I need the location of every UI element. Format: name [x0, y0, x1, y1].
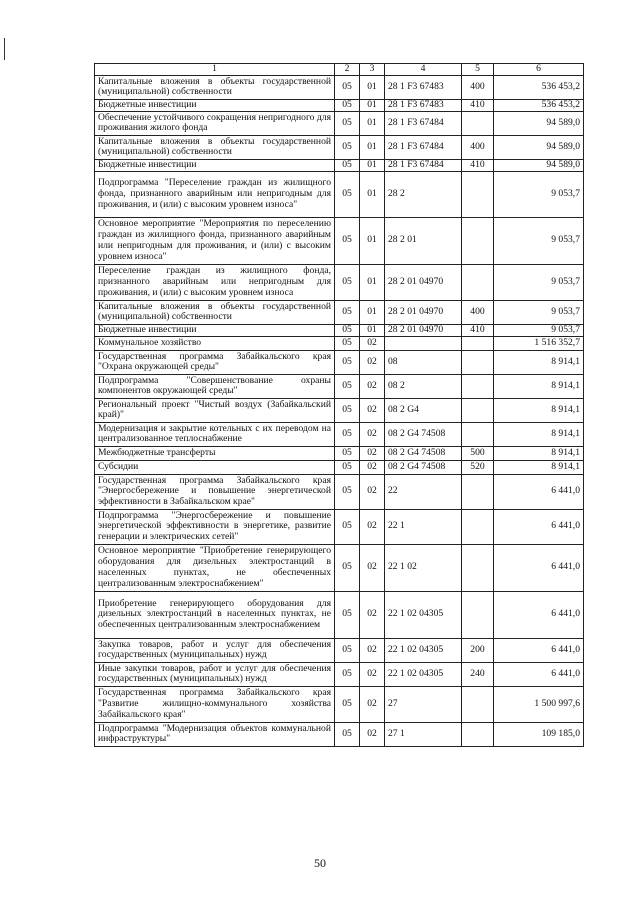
row-name-cell: Региональный проект "Чистый воздух (Забайкальский край)" [95, 398, 335, 422]
row-name-cell: Приобретение генерирующего оборудования для дизельных электростанций в населенных пунктах, не обеспеченных централизованным электроснабжением [95, 591, 335, 638]
table-row [95, 111, 584, 135]
row-subsection-cell: 01 [360, 111, 385, 135]
row-amount-cell: 8 914,1 [494, 398, 584, 422]
row-expense-type-cell [462, 422, 494, 446]
table-row [95, 324, 584, 336]
row-target-article-cell: 28 1 F3 67484 [385, 111, 462, 135]
row-subsection-cell: 01 [360, 324, 385, 336]
row-expense-type-cell [462, 544, 494, 591]
row-target-article-cell: 27 1 [385, 722, 462, 746]
row-target-article-cell: 08 2 [385, 374, 462, 398]
table-row [95, 217, 584, 264]
row-section-cell: 05 [335, 336, 360, 350]
row-amount-cell: 6 441,0 [494, 474, 584, 509]
row-subsection-cell: 01 [360, 159, 385, 171]
row-target-article-cell: 22 1 [385, 509, 462, 544]
table-row [95, 474, 584, 509]
row-target-article-cell: 28 2 01 04970 [385, 264, 462, 300]
row-expense-type-cell [462, 686, 494, 722]
budget-table [94, 63, 584, 747]
row-amount-cell: 6 441,0 [494, 544, 584, 591]
row-expense-type-cell [462, 111, 494, 135]
row-subsection-cell: 02 [360, 446, 385, 460]
row-section-cell: 05 [335, 398, 360, 422]
row-section-cell: 05 [335, 474, 360, 509]
row-name-cell: Бюджетные инвестиции [95, 324, 335, 336]
header-cell: 1 [95, 64, 335, 76]
row-amount-cell: 8 914,1 [494, 446, 584, 460]
row-expense-type-cell [462, 264, 494, 300]
row-name-cell: Подпрограмма "Переселение граждан из жилищного фонда, признанного аварийным или непригодным для проживания, и (или) с высоким уровнем износа" [95, 171, 335, 217]
table-row [95, 75, 584, 99]
header-cell: 5 [462, 64, 494, 76]
table-row [95, 171, 584, 217]
row-section-cell: 05 [335, 446, 360, 460]
row-amount-cell: 8 914,1 [494, 460, 584, 474]
row-target-article-cell: 22 [385, 474, 462, 509]
header-cell: 2 [335, 64, 360, 76]
row-amount-cell: 94 589,0 [494, 159, 584, 171]
table-row [95, 374, 584, 398]
row-target-article-cell: 22 1 02 04305 [385, 591, 462, 638]
row-name-cell: Основное мероприятие "Приобретение генерирующего оборудования для дизельных электростанций в населенных пунктах, не обеспеченных централизованным электроснабжением" [95, 544, 335, 591]
table-row [95, 662, 584, 686]
header-cell: 3 [360, 64, 385, 76]
row-expense-type-cell: 400 [462, 300, 494, 324]
row-amount-cell: 8 914,1 [494, 422, 584, 446]
table-row [95, 460, 584, 474]
row-amount-cell: 1 500 997,6 [494, 686, 584, 722]
row-name-cell: Подпрограмма "Совершенствование охраны компонентов окружающей среды" [95, 374, 335, 398]
table-row [95, 686, 584, 722]
row-section-cell: 05 [335, 460, 360, 474]
row-amount-cell: 9 053,7 [494, 324, 584, 336]
row-expense-type-cell: 520 [462, 460, 494, 474]
row-section-cell: 05 [335, 591, 360, 638]
row-section-cell: 05 [335, 111, 360, 135]
row-expense-type-cell [462, 217, 494, 264]
row-amount-cell: 6 441,0 [494, 662, 584, 686]
row-expense-type-cell: 410 [462, 99, 494, 111]
row-target-article-cell: 22 1 02 04305 [385, 638, 462, 662]
table-row [95, 135, 584, 159]
row-expense-type-cell: 200 [462, 638, 494, 662]
row-subsection-cell: 02 [360, 722, 385, 746]
row-expense-type-cell: 400 [462, 75, 494, 99]
row-name-cell: Подпрограмма "Модернизация объектов коммунальной инфраструктуры" [95, 722, 335, 746]
row-subsection-cell: 02 [360, 374, 385, 398]
row-subsection-cell: 02 [360, 638, 385, 662]
row-amount-cell: 6 441,0 [494, 638, 584, 662]
row-name-cell: Бюджетные инвестиции [95, 159, 335, 171]
row-target-article-cell: 28 2 01 04970 [385, 300, 462, 324]
row-section-cell: 05 [335, 300, 360, 324]
row-amount-cell: 94 589,0 [494, 111, 584, 135]
row-name-cell: Государственная программа Забайкальского края "Охрана окружающей среды" [95, 350, 335, 374]
row-section-cell: 05 [335, 544, 360, 591]
row-expense-type-cell [462, 398, 494, 422]
row-subsection-cell: 02 [360, 686, 385, 722]
row-subsection-cell: 01 [360, 217, 385, 264]
row-target-article-cell: 28 2 [385, 171, 462, 217]
row-section-cell: 05 [335, 722, 360, 746]
row-subsection-cell: 02 [360, 474, 385, 509]
row-target-article-cell: 08 2 G4 [385, 398, 462, 422]
row-amount-cell: 536 453,2 [494, 99, 584, 111]
row-amount-cell: 94 589,0 [494, 135, 584, 159]
row-amount-cell: 8 914,1 [494, 374, 584, 398]
row-subsection-cell: 01 [360, 75, 385, 99]
table-row [95, 99, 584, 111]
row-section-cell: 05 [335, 217, 360, 264]
row-name-cell: Капитальные вложения в объекты государственной (муниципальной) собственности [95, 75, 335, 99]
row-name-cell: Субсидии [95, 460, 335, 474]
table-body [95, 75, 584, 746]
table-row [95, 509, 584, 544]
row-section-cell: 05 [335, 509, 360, 544]
table-row [95, 350, 584, 374]
row-subsection-cell: 02 [360, 422, 385, 446]
row-target-article-cell: 28 1 F3 67483 [385, 75, 462, 99]
row-target-article-cell: 27 [385, 686, 462, 722]
row-section-cell: 05 [335, 159, 360, 171]
table-row [95, 398, 584, 422]
margin-mark [4, 38, 5, 60]
header-cell: 4 [385, 64, 462, 76]
row-subsection-cell: 02 [360, 336, 385, 350]
row-subsection-cell: 01 [360, 264, 385, 300]
row-section-cell: 05 [335, 171, 360, 217]
row-target-article-cell: 22 1 02 04305 [385, 662, 462, 686]
row-name-cell: Обеспечение устойчивого сокращения непригодного для проживания жилого фонда [95, 111, 335, 135]
row-amount-cell: 6 441,0 [494, 591, 584, 638]
row-section-cell: 05 [335, 324, 360, 336]
row-expense-type-cell: 240 [462, 662, 494, 686]
table-row [95, 638, 584, 662]
row-amount-cell: 9 053,7 [494, 171, 584, 217]
row-expense-type-cell [462, 350, 494, 374]
row-amount-cell: 1 516 352,7 [494, 336, 584, 350]
row-subsection-cell: 01 [360, 171, 385, 217]
row-name-cell: Закупка товаров, работ и услуг для обеспечения государственных (муниципальных) нужд [95, 638, 335, 662]
table-row [95, 159, 584, 171]
row-expense-type-cell [462, 509, 494, 544]
row-target-article-cell: 28 1 F3 67483 [385, 99, 462, 111]
row-subsection-cell: 02 [360, 662, 385, 686]
row-expense-type-cell [462, 591, 494, 638]
row-expense-type-cell: 400 [462, 135, 494, 159]
row-expense-type-cell [462, 171, 494, 217]
row-expense-type-cell [462, 722, 494, 746]
row-section-cell: 05 [335, 422, 360, 446]
header-cell: 6 [494, 64, 584, 76]
row-expense-type-cell [462, 336, 494, 350]
row-amount-cell: 6 441,0 [494, 509, 584, 544]
row-name-cell: Основное мероприятие "Мероприятия по переселению граждан из жилищного фонда, признанного аварийным или непригодным для проживания, и (или) с высоким уровнем износа" [95, 217, 335, 264]
row-target-article-cell: 22 1 02 [385, 544, 462, 591]
table-row [95, 336, 584, 350]
row-expense-type-cell [462, 474, 494, 509]
row-target-article-cell: 28 2 01 04970 [385, 324, 462, 336]
header-row [95, 64, 584, 76]
row-subsection-cell: 02 [360, 350, 385, 374]
row-expense-type-cell: 410 [462, 324, 494, 336]
table-row [95, 591, 584, 638]
row-name-cell: Капитальные вложения в объекты государственной (муниципальной) собственности [95, 135, 335, 159]
row-section-cell: 05 [335, 662, 360, 686]
row-section-cell: 05 [335, 350, 360, 374]
row-section-cell: 05 [335, 374, 360, 398]
row-section-cell: 05 [335, 264, 360, 300]
row-target-article-cell: 28 1 F3 67484 [385, 135, 462, 159]
row-name-cell: Капитальные вложения в объекты государственной (муниципальной) собственности [95, 300, 335, 324]
page-number: 50 [314, 856, 326, 870]
row-subsection-cell: 02 [360, 544, 385, 591]
row-expense-type-cell: 500 [462, 446, 494, 460]
row-section-cell: 05 [335, 135, 360, 159]
row-name-cell: Модернизация и закрытие котельных с их переводом на централизованное теплоснабжение [95, 422, 335, 446]
row-name-cell: Межбюджетные трансферты [95, 446, 335, 460]
row-amount-cell: 8 914,1 [494, 350, 584, 374]
row-section-cell: 05 [335, 638, 360, 662]
row-amount-cell: 9 053,7 [494, 217, 584, 264]
row-target-article-cell: 08 2 G4 74508 [385, 446, 462, 460]
row-name-cell: Бюджетные инвестиции [95, 99, 335, 111]
row-amount-cell: 536 453,2 [494, 75, 584, 99]
table-row [95, 722, 584, 746]
row-target-article-cell: 28 1 F3 67484 [385, 159, 462, 171]
row-subsection-cell: 01 [360, 99, 385, 111]
row-target-article-cell: 08 2 G4 74508 [385, 422, 462, 446]
row-amount-cell: 109 185,0 [494, 722, 584, 746]
table-row [95, 422, 584, 446]
row-target-article-cell [385, 336, 462, 350]
row-target-article-cell: 08 [385, 350, 462, 374]
table-row [95, 300, 584, 324]
row-name-cell: Иные закупки товаров, работ и услуг для обеспечения государственных (муниципальных) нужд [95, 662, 335, 686]
row-section-cell: 05 [335, 99, 360, 111]
row-expense-type-cell [462, 374, 494, 398]
table-row [95, 264, 584, 300]
row-name-cell: Государственная программа Забайкальского края "Энергосбережение и повышение энергетической эффективности в Забайкальском крае" [95, 474, 335, 509]
row-section-cell: 05 [335, 75, 360, 99]
row-name-cell: Государственная программа Забайкальского края "Развитие жилищно-коммунального хозяйства Забайкальского края" [95, 686, 335, 722]
row-name-cell: Переселение граждан из жилищного фонда, признанного аварийным или непригодным для проживания, и (или) с высоким уровнем износа [95, 264, 335, 300]
row-subsection-cell: 02 [360, 398, 385, 422]
row-expense-type-cell: 410 [462, 159, 494, 171]
row-name-cell: Коммунальное хозяйство [95, 336, 335, 350]
row-section-cell: 05 [335, 686, 360, 722]
table-row [95, 446, 584, 460]
row-subsection-cell: 02 [360, 591, 385, 638]
row-target-article-cell: 28 2 01 [385, 217, 462, 264]
row-target-article-cell: 08 2 G4 74508 [385, 460, 462, 474]
row-subsection-cell: 02 [360, 509, 385, 544]
row-amount-cell: 9 053,7 [494, 300, 584, 324]
row-subsection-cell: 01 [360, 135, 385, 159]
row-subsection-cell: 01 [360, 300, 385, 324]
row-amount-cell: 9 053,7 [494, 264, 584, 300]
table-row [95, 544, 584, 591]
row-subsection-cell: 02 [360, 460, 385, 474]
row-name-cell: Подпрограмма "Энергосбережение и повышение энергетической эффективности в энергетике, развитие генерации и электрических сетей" [95, 509, 335, 544]
